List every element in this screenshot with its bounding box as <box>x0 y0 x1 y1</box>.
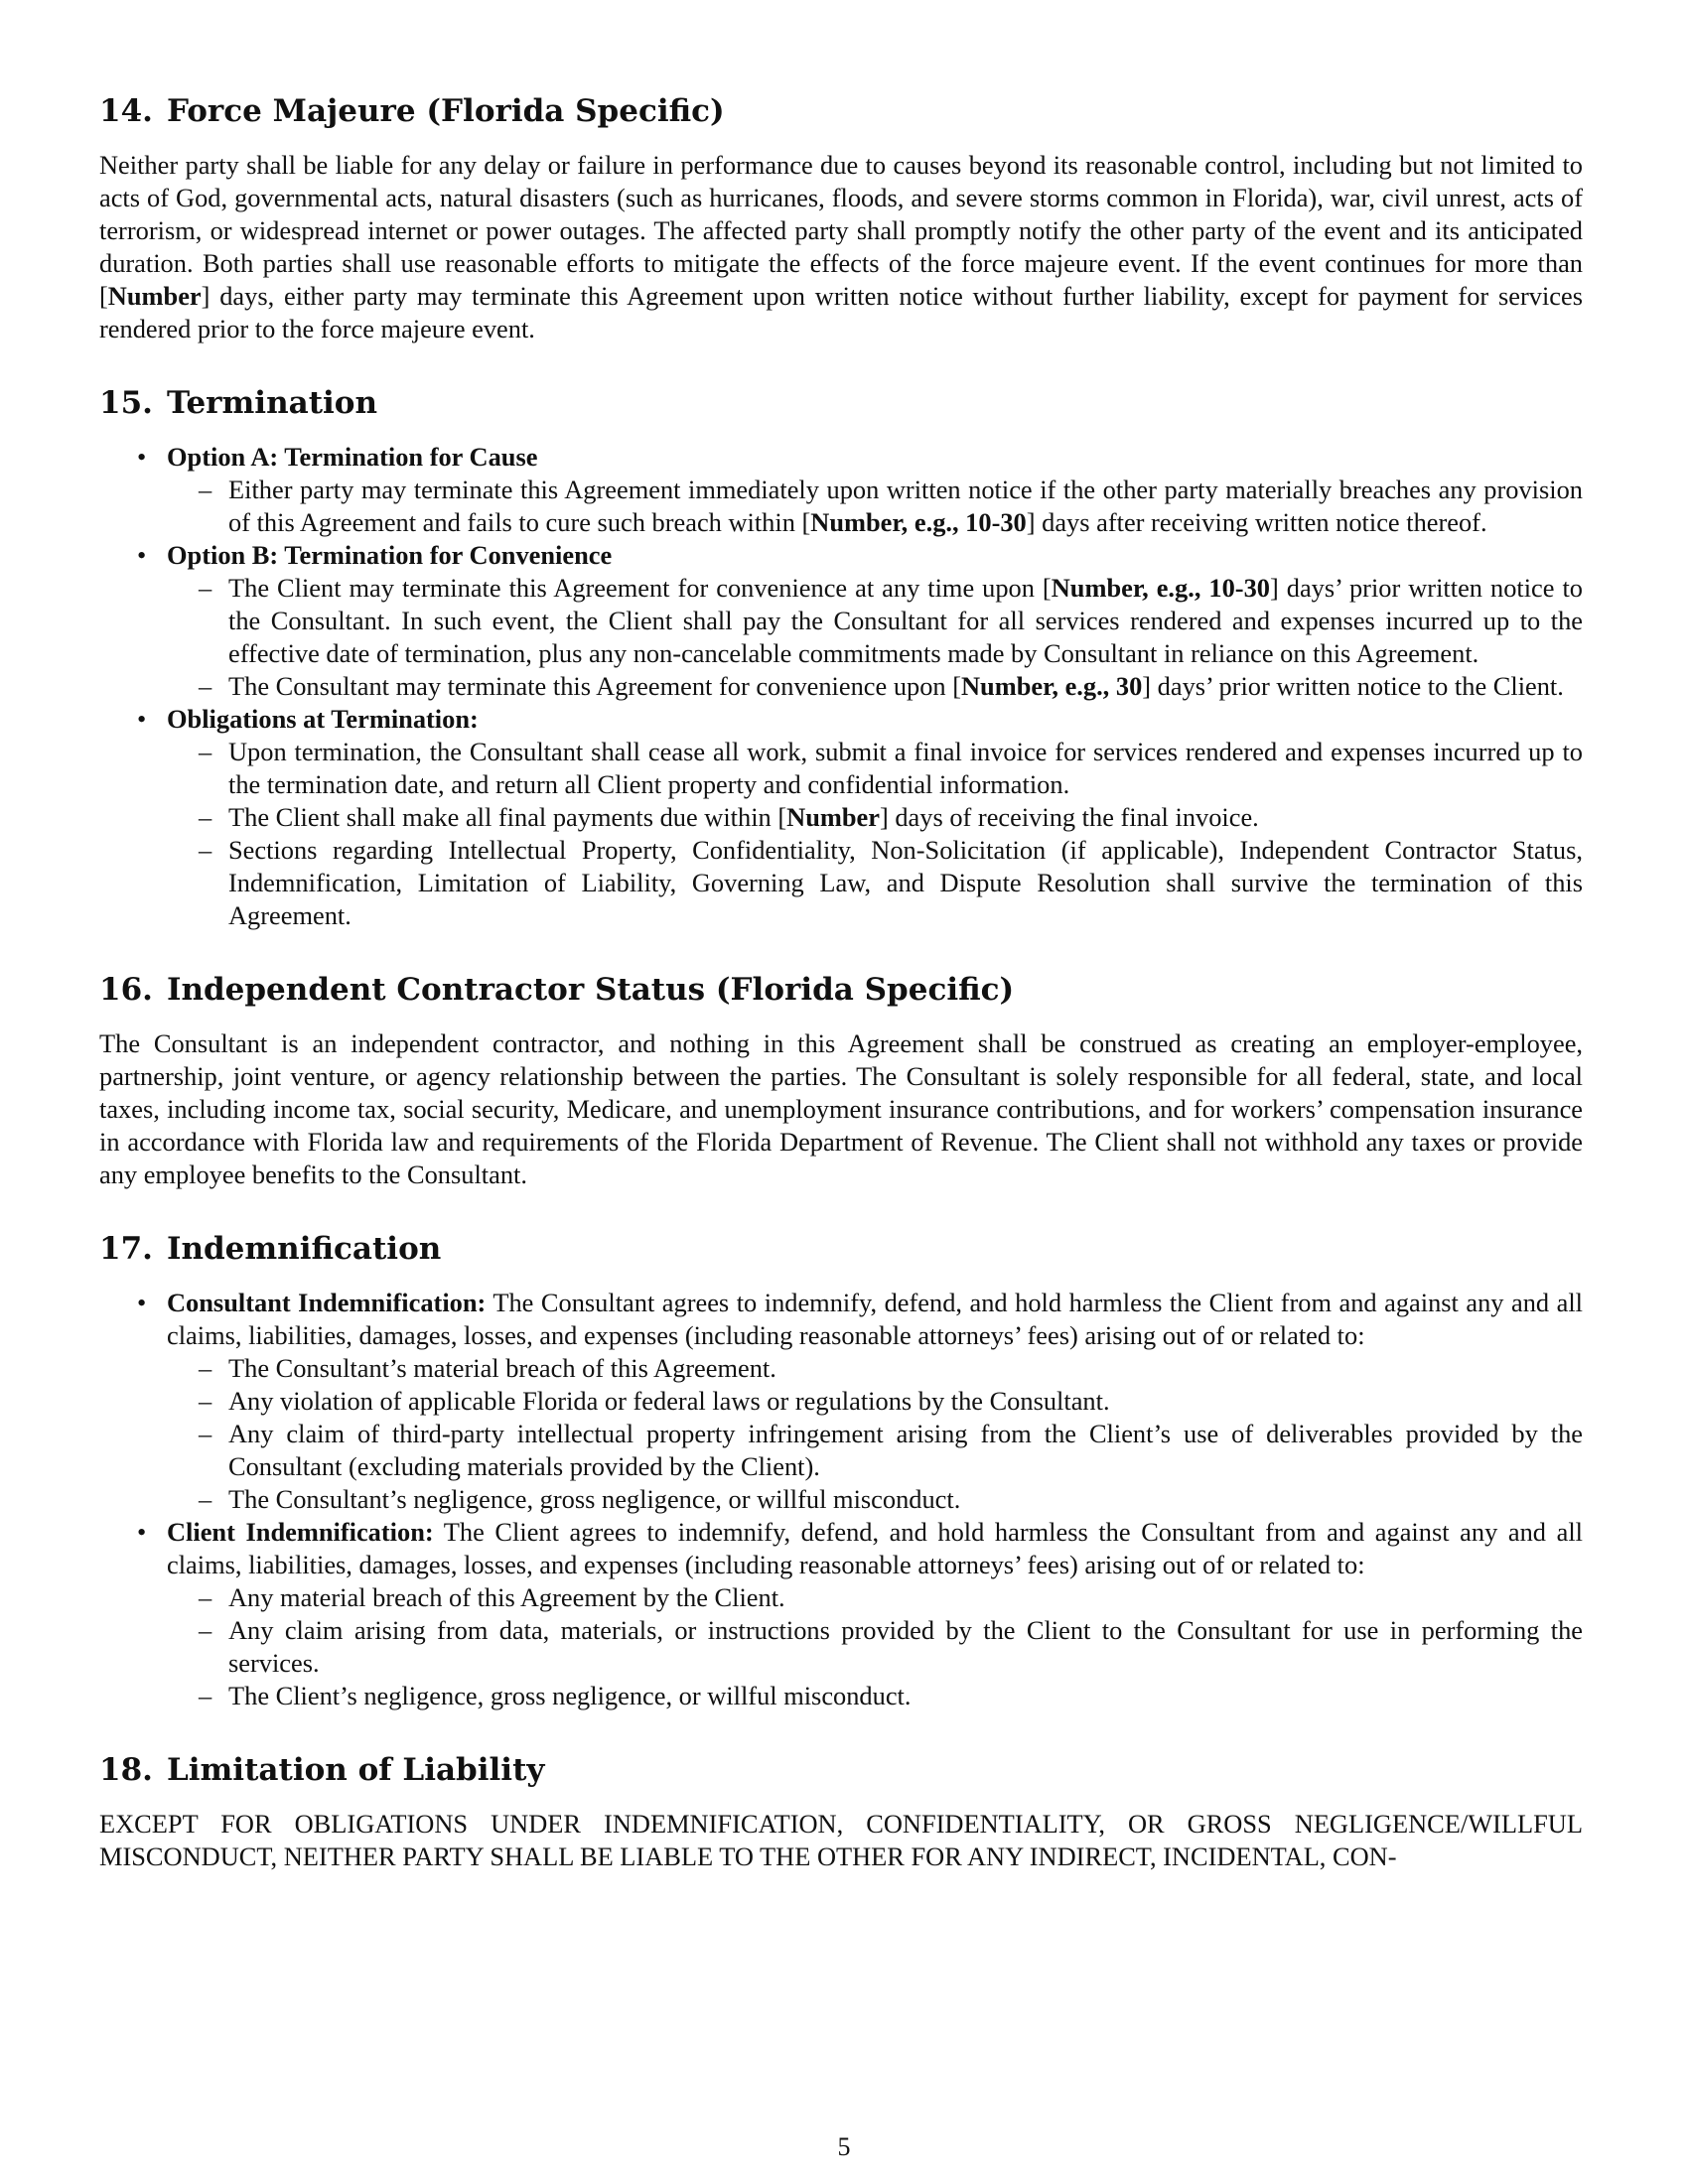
list-item: – Any claim arising from data, materials, or instructions provided by the Client to the Consultant for use in performing the services. <box>199 1615 1583 1678</box>
sublist <box>167 1352 1583 1516</box>
sublist <box>167 1581 1583 1712</box>
list-item: – The Consultant’s negligence, gross negligence, or willful misconduct. <box>199 1484 961 1514</box>
list-item: – Upon termination, the Consultant shall cease all work, submit a final invoice for services rendered and expenses incurred up to the termination date, and return all Client property and confidential information. <box>199 737 1583 799</box>
dash-icon: – <box>199 1582 212 1612</box>
list-item: – Any violation of applicable Florida or federal laws or regulations by the Consultant. <box>199 1386 1110 1416</box>
section-paragraph: Neither party shall be liable for any delay or failure in performance due to causes beyond its reasonable control, including but not limited to acts of God, governmental acts, natural disasters (such as hurricanes, floods, and severe storms common in Florida), war, civil unrest, acts of terrorism, or widespread internet or power outages. The affected party shall promptly notify the other party of the event and its anticipated duration. Both parties shall use reasonable efforts to mitigate the effects of the force majeure event. If the event continues for more than [Number] days, either party may terminate this Agreement upon written notice without further liability, except for payment for services rendered prior to the force majeure event. <box>99 150 1583 343</box>
section-15 <box>99 383 1583 932</box>
document-page <box>99 91 1583 1911</box>
dash-icon: – <box>199 1484 212 1514</box>
list-item: – The Client may terminate this Agreement for convenience at any time upon [Number, e.g., 10-30] days’ prior written notice to the Consultant. In such event, the Client shall pay the Consultant for all services rendered and expenses incurred up to the effective date of termination, plus any non-cancelable commitments made by Consultant in reliance on this Agreement. <box>199 573 1583 668</box>
list-item: • Obligations at Termination: – Upon termination, the Consultant shall cease all work, submit a final invoice for services rendered and expenses incurred up to the termination date, and return all Client property and confidential information. – The Client shall make all final payments due within [Number] days of receiving the final invoice. – Sections regarding Intellectual Property, Confidentiality, Non-Solicitation (if applicable), Independent Contractor Status, Indemnification, Limitation of Liability, Governing Law, and Dispute Resolution shall survive the termination of this Agreement. <box>137 704 1583 930</box>
dash-icon: – <box>199 835 212 865</box>
section-14 <box>99 91 1583 345</box>
section-paragraph: EXCEPT FOR OBLIGATIONS UNDER INDEMNIFICATION, CONFIDENTIALITY, OR GROSS NEGLIGENCE/WILLFUL MISCONDUCT, NEITHER PARTY SHALL BE LIABLE TO THE OTHER FOR ANY INDIRECT, INCIDENTAL, CON- <box>99 1809 1583 1871</box>
list-item: – The Consultant may terminate this Agreement for convenience upon [Number, e.g., 30] days’ prior written notice to the Client. <box>199 671 1564 701</box>
dash-icon: – <box>199 802 212 832</box>
section-heading: 16. Independent Contractor Status (Florida Specific) <box>99 972 1015 1008</box>
bullet-icon: • <box>137 1288 147 1317</box>
dash-icon: – <box>199 1419 212 1448</box>
sublist <box>167 736 1583 932</box>
dash-icon: – <box>199 1386 212 1416</box>
dash-icon: – <box>199 1353 212 1383</box>
list-item: – The Consultant’s material breach of this Agreement. <box>199 1353 776 1383</box>
section-heading: 18. Limitation of Liability <box>99 1752 545 1788</box>
bullet-icon: • <box>137 1517 147 1547</box>
page-number: 5 <box>837 2132 851 2161</box>
list-item: • Consultant Indemnification: The Consultant agrees to indemnify, defend, and hold harmless the Client from and against any and all claims, liabilities, damages, losses, and expenses (including reasonable attorneys’ fees) arising out of or related to: – The Consultant’s material breach of this Agreement. – Any violation of applicable Florida or federal laws or regulations by the Consultant. – Any claim of third-party intellectual property infringement arising from the Client’s use of deliverables provided by the Consultant (excluding materials provided by the Client). – The Consultant’s negligence, gross negligence, or willful misconduct. <box>137 1288 1584 1514</box>
section-paragraph: The Consultant is an independent contractor, and nothing in this Agreement shall be construed as creating an employer-employee, partnership, joint venture, or agency relationship between the parties. The Consultant is solely responsible for all federal, state, and local taxes, including income tax, social security, Medicare, and unemployment insurance contributions, and for workers’ compensation insurance in accordance with Florida law and requirements of the Florida Department of Revenue. The Client shall not withhold any taxes or provide any employee benefits to the Consultant. <box>99 1028 1583 1189</box>
sublist <box>167 572 1583 703</box>
dash-icon: – <box>199 475 212 504</box>
dash-icon: – <box>199 671 212 701</box>
list-item: – The Client’s negligence, gross negligence, or willful misconduct. <box>199 1681 912 1710</box>
dash-icon: – <box>199 573 212 603</box>
list-item: • Client Indemnification: The Client agrees to indemnify, defend, and hold harmless the Consultant from and against any and all claims, liabilities, damages, losses, and expenses (including reasonable attorneys’ fees) arising out of or related to: – Any material breach of this Agreement by the Client. – Any claim arising from data, materials, or instructions provided by the Client to the Consultant for use in performing the services. – The Client’s negligence, gross negligence, or willful misconduct. <box>137 1517 1583 1710</box>
list-item: – Any claim of third-party intellectual property infringement arising from the Client’s use of deliverables provided by the Consultant (excluding materials provided by the Client). <box>199 1419 1583 1481</box>
section-heading: 15. Termination <box>99 385 378 421</box>
section-17 <box>99 1229 1583 1712</box>
list-item: – The Client shall make all final payments due within [Number] days of receiving the final invoice. <box>199 802 1259 832</box>
bullet-icon: • <box>137 540 147 570</box>
termination-options-list <box>99 441 1583 932</box>
dash-icon: – <box>199 737 212 766</box>
section-heading: 14. Force Majeure (Florida Specific) <box>99 93 725 129</box>
dash-icon: – <box>199 1681 212 1710</box>
section-heading: 17. Indemnification <box>99 1231 442 1267</box>
list-item: – Any material breach of this Agreement by the Client. <box>199 1582 785 1612</box>
indemnification-list <box>99 1287 1583 1712</box>
list-item: • Option A: Termination for Cause – Either party may terminate this Agreement immediately upon written notice if the other party materially breaches any provision of this Agreement and fails to cure such breach within [Number, e.g., 10-30] days after receiving written notice thereof. <box>137 442 1583 537</box>
section-16 <box>99 970 1583 1191</box>
bullet-icon: • <box>137 442 147 472</box>
section-18 <box>99 1750 1583 1873</box>
bullet-icon: • <box>137 704 147 734</box>
list-item: – Sections regarding Intellectual Property, Confidentiality, Non-Solicitation (if applicable), Independent Contractor Status, Indemnification, Limitation of Liability, Governing Law, and Dispute Resolution shall survive the termination of this Agreement. <box>199 835 1583 930</box>
list-item: – Either party may terminate this Agreement immediately upon written notice if the other party materially breaches any provision of this Agreement and fails to cure such breach within [Number, e.g., 10-30] days after receiving written notice thereof. <box>199 475 1583 537</box>
sublist <box>167 474 1583 539</box>
list-item: • Option B: Termination for Convenience – The Client may terminate this Agreement for convenience at any time upon [Number, e.g., 10-30] days’ prior written notice to the Consultant. In such event, the Client shall pay the Consultant for all services rendered and expenses incurred up to the effective date of termination, plus any non-cancelable commitments made by Consultant in reliance on this Agreement. – The Consultant may terminate this Agreement for convenience upon [Number, e.g., 30] days’ prior written notice to the Client. <box>137 540 1583 701</box>
dash-icon: – <box>199 1615 212 1645</box>
